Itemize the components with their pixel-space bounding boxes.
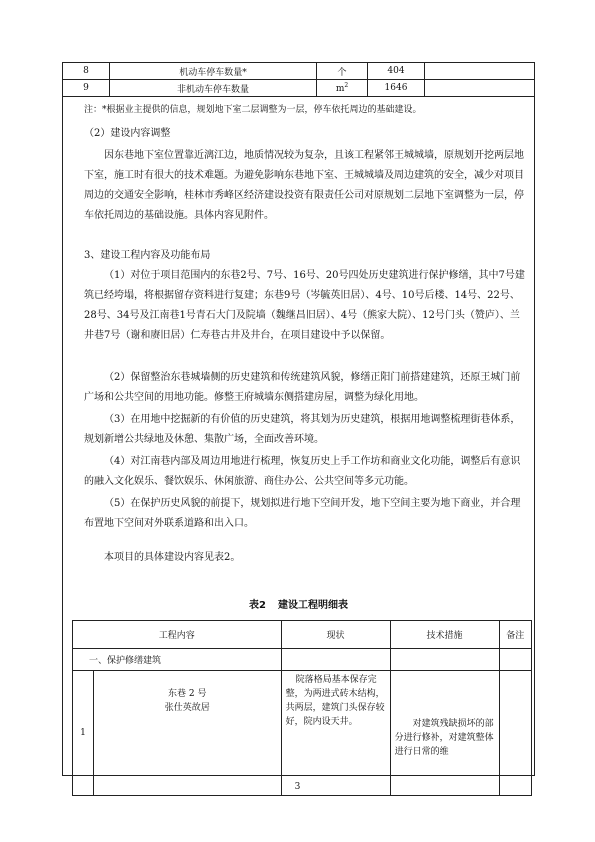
row-value: 404 [368, 63, 425, 80]
row-item: 非机动车停车数量 [110, 80, 317, 97]
row-measure: 对建筑残缺损坏的部分进行修补，对建筑整体进行日常的维 [394, 719, 494, 757]
row-number: 9 [63, 80, 110, 97]
row-remark [499, 671, 531, 796]
row-unit: 个 [317, 63, 368, 80]
row-status: 院落格局基本保存完整，为两进式砖木结构，共两层，建筑门头保存较好，院内设天井。 [285, 675, 385, 727]
layout-item-3: （3）在用地中挖掘新的有价值的历史建筑，将其划为历史建筑，根据用地调整梳理街巷体系，规划新增公共绿地及休憩、集散广场，全面改善环境。 [84, 414, 521, 445]
empty-cell [499, 649, 531, 671]
layout-item-2: （2）保留整治东巷城墙侧的历史建筑和传统建筑风貌，修缮正阳门前搭建建筑，还原王城门前广场和公共空间的用地功能。修整王府城墙东侧搭建房屋，调整为绿化用地。 [84, 372, 521, 403]
row-measure-cell [390, 671, 499, 796]
row-value: 1646 [368, 80, 425, 97]
table-title: 建设工程明细表 [277, 600, 348, 611]
construction-detail-table [72, 620, 532, 796]
row-number: 8 [63, 63, 110, 80]
header-remarks: 备注 [499, 621, 531, 649]
empty-cell [281, 649, 390, 671]
table-label: 表2 [249, 600, 266, 611]
row-extra [425, 63, 535, 80]
header-measures: 技术措施 [390, 621, 499, 649]
table-row [63, 63, 535, 80]
layout-heading: 3、建设工程内容及功能布局 [84, 250, 211, 261]
layout-item-4: （4）对江南巷内部及周边用地进行梳理，恢复历史上手工作坊和商业文化功能，调整后有意识的融入文化娱乐、餐饮娱乐、休闲旅游、商住办公、公共空间等多元功能。 [84, 456, 521, 487]
row-number: 1 [73, 671, 94, 796]
row-unit [317, 80, 368, 97]
header-status: 现状 [281, 621, 390, 649]
adjust-paragraph: 因东巷地下室位置靠近漓江边，地质情况较为复杂，且该工程紧邻王城城墙，原规划开挖两层地下室，施工时有很大的技术难题。为避免影响东巷地下室、王城城墙及周边建筑的安全，减少对项目周边的交通安全影响，桂林市秀峰区经济建设投资有限责任公司对原规划二层地下室调整为一层，停车依托周边的基础设施。具体内容见附件。 [84, 150, 524, 221]
header-content: 工程内容 [73, 621, 282, 649]
table-caption [62, 596, 535, 611]
row-name: 东巷 2 号 张仕英故居 [94, 671, 282, 796]
unit-base: m [335, 84, 345, 94]
layout-item-1: （1）对位于项目范围内的东巷2号、7号、16号、20号四处历史建筑进行保护修缮，其中7号建筑已经垮塌，将根据留存资料进行复建；东巷9号（岑毓英旧居）、4号、10号后楼、14号、22号、28号、34号及江南巷1号青石大门及院墙（魏继昌旧居）、4号（熊家大院）、12号门头（赞庐）、兰井巷7号（谢和赓旧居）仁寿巷古井及井台，在项目建设中予以保留。 [84, 270, 525, 341]
section-row [73, 649, 532, 671]
empty-cell [390, 649, 499, 671]
adjust-heading: （2）建设内容调整 [84, 128, 171, 139]
row-status-cell [281, 671, 390, 796]
table-row [63, 80, 535, 97]
table-note: 注：*根据业主提供的信息，规划地下室二层调整为一层，停车依托周边的基础建设。 [84, 105, 422, 115]
table-header-row [73, 621, 532, 649]
section-title: 一、保护修缮建筑 [73, 649, 282, 671]
page-number: 3 [294, 782, 301, 792]
table-row [73, 671, 532, 796]
layout-summary: 本项目的具体建设内容见表2。 [104, 552, 241, 563]
row-item: 机动车停车数量* [110, 63, 317, 80]
parking-table [62, 62, 535, 97]
unit-superscript: 2 [344, 82, 349, 89]
layout-item-5: （5）在保护历史风貌的前提下，规划拟进行地下空间开发，地下空间主要为地下商业，并合理布置地下空间对外联系道路和出入口。 [84, 498, 521, 529]
row-extra [425, 80, 535, 97]
